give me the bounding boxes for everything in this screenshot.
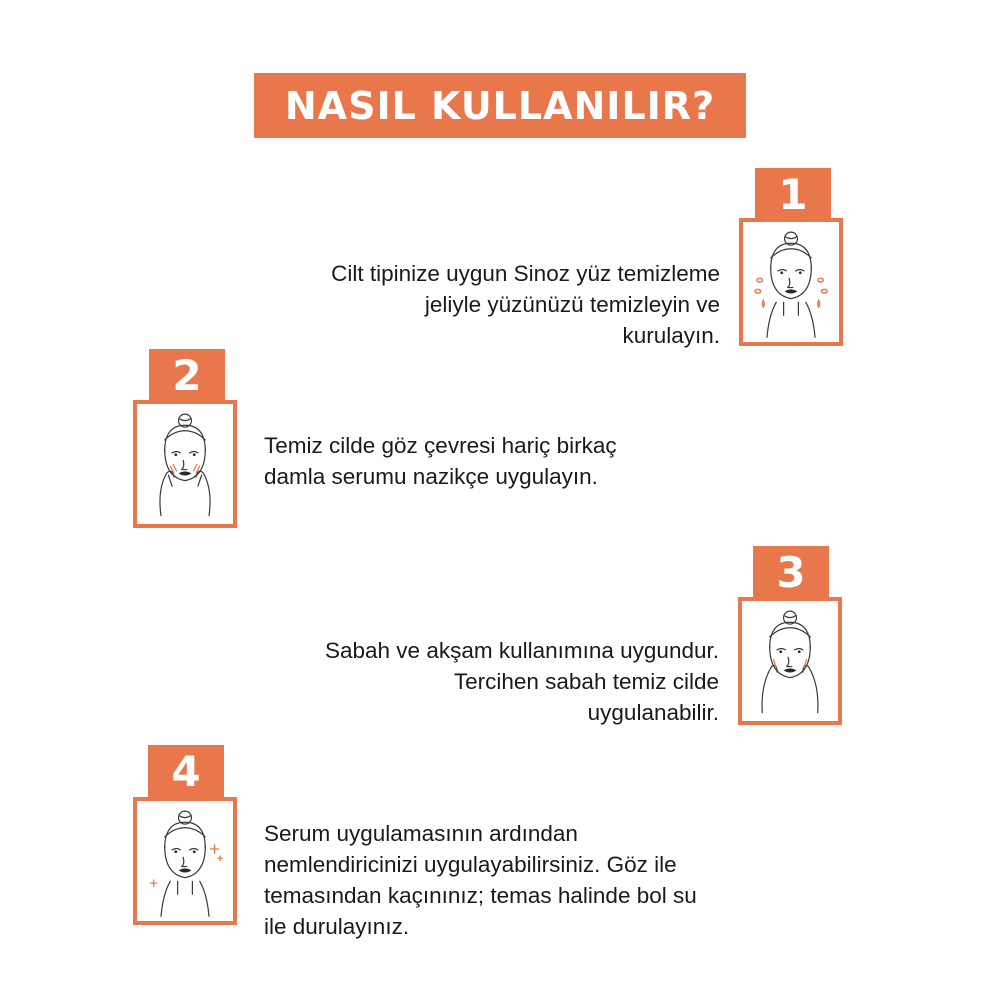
- step-3-illustration: [738, 597, 842, 725]
- title-banner: [254, 73, 746, 138]
- step-1-line: kurulayın.: [622, 323, 720, 348]
- face-hands-serum-icon: [137, 404, 233, 524]
- step-2-text: [264, 430, 617, 492]
- step-1-illustration: [739, 218, 843, 346]
- step-1-line: jeliyle yüzünüzü temizleyin ve: [424, 292, 720, 317]
- step-3-number: 3: [753, 546, 829, 598]
- face-splash-icon: [743, 222, 839, 342]
- step-2-illustration: [133, 400, 237, 528]
- step-3-line: uygulanabilir.: [587, 700, 719, 725]
- step-3-line: Sabah ve akşam kullanımına uygundur.: [325, 638, 719, 663]
- step-4-line: Serum uygulamasının ardından: [264, 821, 578, 846]
- step-4-number: 4: [148, 745, 224, 797]
- step-4-line: nemlendiricinizi uygulayabilirsiniz. Göz ile: [264, 852, 677, 877]
- step-4-illustration: [133, 797, 237, 925]
- page-title: NASIL KULLANILIR?: [284, 83, 716, 128]
- step-4-text: [264, 818, 697, 942]
- step-2-line: Temiz cilde göz çevresi hariç birkaç: [264, 433, 617, 458]
- face-hands-cheeks-icon: [742, 601, 838, 721]
- step-3-line: Tercihen sabah temiz cilde: [453, 669, 719, 694]
- step-1-text: [331, 258, 720, 351]
- step-1-line: Cilt tipinize uygun Sinoz yüz temizleme: [331, 261, 720, 286]
- step-2-line: damla serumu nazikçe uygulayın.: [264, 464, 598, 489]
- step-3-text: [325, 635, 719, 728]
- face-sparkle-icon: [137, 801, 233, 921]
- step-2-number: 2: [149, 349, 225, 401]
- step-4-line: ile durulayınız.: [264, 914, 410, 939]
- step-4-line: temasından kaçınınız; temas halinde bol su: [264, 883, 697, 908]
- step-1-number: 1: [755, 168, 831, 220]
